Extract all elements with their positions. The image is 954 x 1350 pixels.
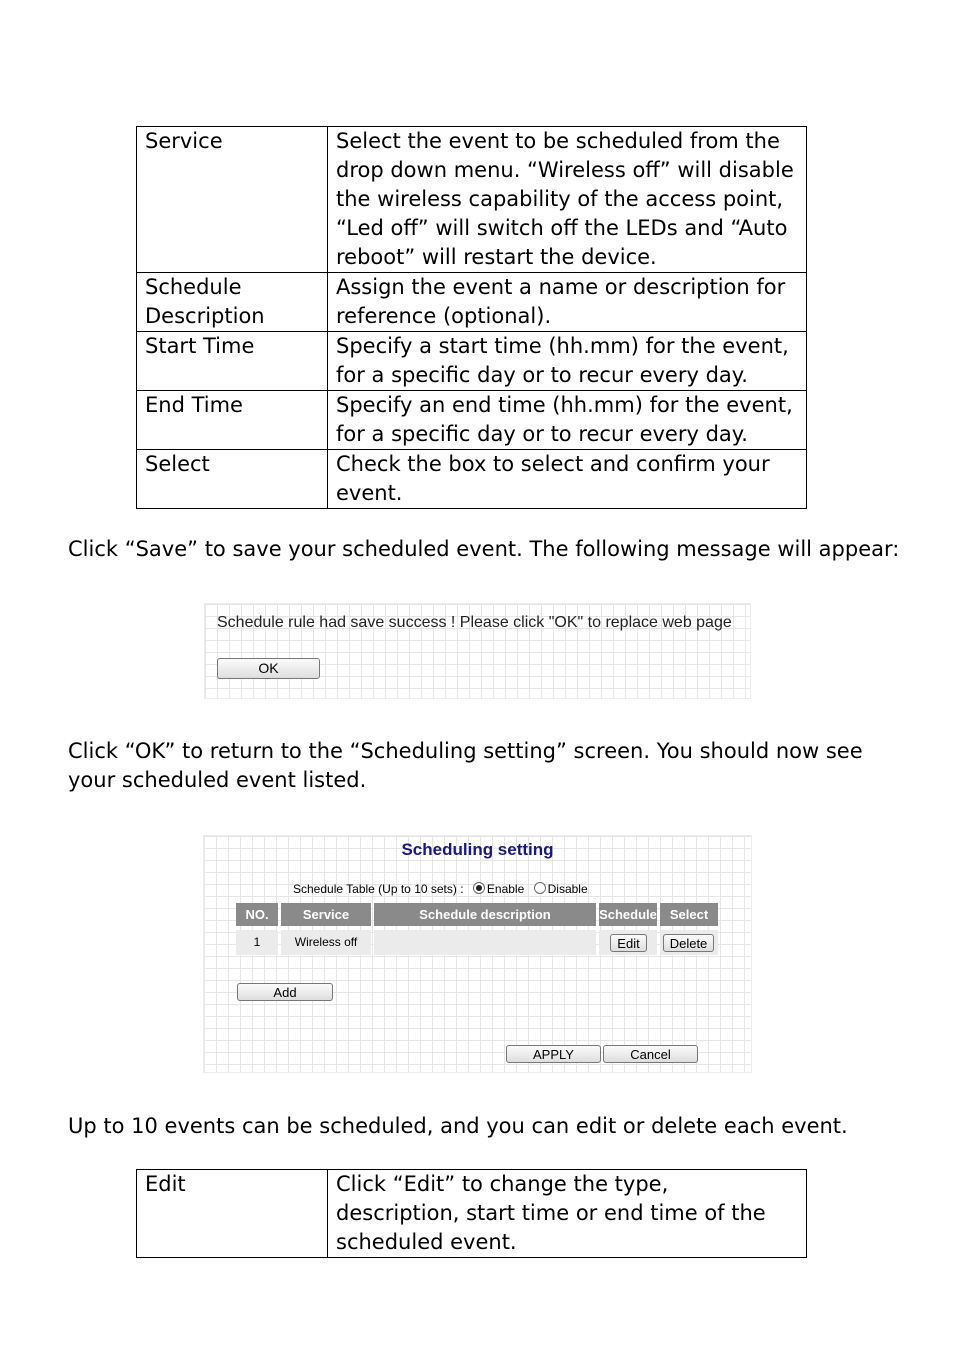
edit-description-table [136,1169,807,1258]
apply-button[interactable]: APPLY [506,1045,601,1063]
row-no: 1 [236,930,278,955]
description-cell: Specify a start time (hh.mm) for the event, for a specific day or to recur every day. [328,332,807,391]
term-cell: Edit [137,1170,328,1258]
description-cell: Assign the event a name or description for reference (optional). [328,273,807,332]
table-row [137,332,807,391]
limit-paragraph: Up to 10 events can be scheduled, and you can edit or delete each event. [68,1114,848,1138]
edit-button[interactable]: Edit [610,934,647,952]
row-service: Wireless off [281,930,371,955]
scheduling-setting-screen [203,835,752,1073]
disable-radio[interactable] [534,882,546,894]
term-cell: End Time [137,391,328,450]
enable-label: Enable [486,882,525,896]
description-cell: Specify an end time (hh.mm) for the event, for a specific day or to recur every day. [328,391,807,450]
table-row [137,273,807,332]
table-row [137,450,807,509]
enable-radio[interactable] [473,882,485,894]
schedule-table-toggle [293,882,588,896]
header-service: Service [281,903,371,926]
header-description: Schedule description [374,903,596,926]
scheduling-title: Scheduling setting [401,840,554,859]
term-cell: Select [137,450,328,509]
table-row [137,127,807,273]
description-cell: Check the box to select and confirm your event. [328,450,807,509]
description-cell: Select the event to be scheduled from the drop down menu. “Wireless off” will disable the wireless capability of the access point, “Led off” will switch off the LEDs and “Auto reboot” will restart the device. [328,127,807,273]
add-button[interactable]: Add [237,983,333,1001]
header-select: Select [660,903,718,926]
table-row [137,391,807,450]
schedule-table-label: Schedule Table (Up to 10 sets) : [293,882,464,896]
table-row [137,1170,807,1258]
description-cell: Click “Edit” to change the type, description, start time or end time of the scheduled event. [328,1170,807,1258]
disable-label: Disable [547,882,588,896]
ok-button[interactable]: OK [217,658,320,679]
dialog-message: Schedule rule had save success ! Please click "OK" to replace web page [217,614,732,631]
term-cell: Schedule Description [137,273,328,332]
field-description-table [136,126,807,509]
header-schedule: Schedule [599,903,657,926]
save-success-dialog [204,603,751,699]
cancel-button[interactable]: Cancel [603,1045,698,1063]
delete-button[interactable]: Delete [663,934,714,952]
ok-instruction-paragraph: Click “OK” to return to the “Scheduling setting” screen. You should now see your scheduled event listed. [68,739,863,792]
row-description [374,930,596,955]
header-no: NO. [236,903,278,926]
term-cell: Start Time [137,332,328,391]
save-instruction-paragraph: Click “Save” to save your scheduled event. The following message will appear: [68,537,900,561]
term-cell: Service [137,127,328,273]
